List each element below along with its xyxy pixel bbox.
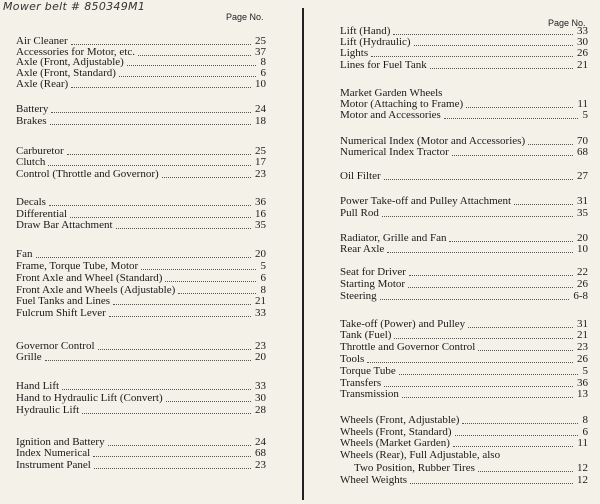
entry-page-number: 27 xyxy=(577,170,588,182)
index-entry xyxy=(16,307,266,320)
entry-page-number: 20 xyxy=(577,232,588,244)
entry-label: Index Numerical xyxy=(16,447,91,459)
leader-dots xyxy=(82,413,251,414)
entry-page-number: 31 xyxy=(577,195,588,207)
entry-label: Transmission xyxy=(340,388,399,400)
leader-dots xyxy=(410,483,573,484)
entry-label: Axle (Front, Standard) xyxy=(16,67,116,79)
entry-page-number: 6 xyxy=(260,272,266,284)
entry-page-number: 36 xyxy=(577,377,588,389)
leader-dots xyxy=(382,216,573,217)
entry-page-number: 24 xyxy=(255,103,266,115)
page-no-header-right: Page No. xyxy=(548,18,586,28)
leader-dots xyxy=(178,293,256,294)
leader-dots xyxy=(162,177,251,178)
entry-page-number: 8 xyxy=(582,414,588,426)
entry-page-number: 21 xyxy=(577,59,588,71)
page-no-header-left: Page No. xyxy=(226,12,264,22)
entry-label: Brakes xyxy=(16,115,47,127)
entry-label: Wheels (Rear), Full Adjustable, also xyxy=(340,449,501,461)
index-entry xyxy=(16,351,266,364)
entry-label: Throttle and Governor Control xyxy=(340,341,476,353)
entry-label: Rear Axle xyxy=(340,243,385,255)
entry-page-number: 25 xyxy=(255,35,266,47)
leader-dots xyxy=(36,257,251,258)
leader-dots xyxy=(514,204,573,205)
leader-dots xyxy=(71,44,251,45)
entry-page-number: 6 xyxy=(260,67,266,79)
leader-dots xyxy=(109,316,251,317)
entry-label: Take-off (Power) and Pulley xyxy=(340,318,466,330)
leader-dots xyxy=(444,118,578,119)
index-entry xyxy=(340,474,588,487)
entry-page-number: 25 xyxy=(255,145,266,157)
leader-dots xyxy=(528,144,573,145)
entry-page-number: 11 xyxy=(577,98,588,110)
entry-page-number: 26 xyxy=(577,47,588,59)
index-entry xyxy=(340,290,588,303)
entry-label: Wheels (Market Garden) xyxy=(340,437,450,449)
entry-label: Oil Filter xyxy=(340,170,381,182)
entry-page-number: 10 xyxy=(255,78,266,90)
index-entry xyxy=(16,115,266,128)
entry-page-number: 17 xyxy=(255,156,266,168)
entry-label: Tank (Fuel) xyxy=(340,329,392,341)
entry-label: Numerical Index Tractor xyxy=(340,146,449,158)
entry-label: Pull Rod xyxy=(340,207,379,219)
entry-label: Grille xyxy=(16,351,42,363)
entry-label: Two Position, Rubber Tires xyxy=(354,462,475,474)
entry-page-number: 68 xyxy=(255,447,266,459)
entry-page-number: 8 xyxy=(260,56,266,68)
entry-label: Transfers xyxy=(340,377,382,389)
entry-page-number: 30 xyxy=(255,392,266,404)
leader-dots xyxy=(468,327,573,328)
index-entry xyxy=(16,78,266,91)
entry-page-number: 70 xyxy=(577,135,588,147)
entry-page-number: 23 xyxy=(255,459,266,471)
entry-label: Decals xyxy=(16,196,46,208)
entry-label: Wheel Weights xyxy=(340,474,408,486)
entry-page-number: 22 xyxy=(577,266,588,278)
index-entry xyxy=(340,207,588,220)
entry-page-number: 20 xyxy=(255,351,266,363)
entry-page-number: 18 xyxy=(255,115,266,127)
leader-dots xyxy=(166,401,251,402)
index-entry xyxy=(340,449,588,462)
entry-label: Market Garden Wheels xyxy=(340,87,443,99)
leader-dots xyxy=(393,34,573,35)
entry-label: Wheels (Front, Adjustable) xyxy=(340,414,460,426)
entry-label: Battery xyxy=(16,103,49,115)
entry-page-number: 12 xyxy=(577,474,588,486)
leader-dots xyxy=(94,468,251,469)
entry-label: Lift (Hand) xyxy=(340,25,391,37)
leader-dots xyxy=(449,241,573,242)
entry-label: Draw Bar Attachment xyxy=(16,219,113,231)
entry-page-number: 6-8 xyxy=(573,290,588,302)
leader-dots xyxy=(409,275,573,276)
index-entry xyxy=(16,168,266,181)
entry-label: Carburetor xyxy=(16,145,64,157)
leader-dots xyxy=(430,68,573,69)
entry-page-number: 33 xyxy=(577,25,588,37)
entry-page-number: 5 xyxy=(582,109,588,121)
entry-label: Accessories for Motor, etc. xyxy=(16,46,135,58)
entry-label: Tools xyxy=(340,353,365,365)
entry-label: Steering xyxy=(340,290,377,302)
entry-label: Hand Lift xyxy=(16,380,60,392)
leader-dots xyxy=(394,338,573,339)
entry-label: Clutch xyxy=(16,156,46,168)
entry-page-number: 24 xyxy=(255,436,266,448)
entry-label: Starting Motor xyxy=(340,278,406,290)
entry-label: Governor Control xyxy=(16,340,95,352)
entry-label: Control (Throttle and Governor) xyxy=(16,168,159,180)
entry-label: Air Cleaner xyxy=(16,35,68,47)
entry-page-number: 33 xyxy=(255,307,266,319)
entry-label: Instrument Panel xyxy=(16,459,91,471)
entry-page-number: 26 xyxy=(577,353,588,365)
index-entry xyxy=(340,146,588,159)
entry-label: Fulcrum Shift Lever xyxy=(16,307,106,319)
leader-dots xyxy=(48,165,251,166)
leader-dots xyxy=(62,389,251,390)
leader-dots xyxy=(384,386,573,387)
entry-label: Axle (Front, Adjustable) xyxy=(16,56,124,68)
leader-dots xyxy=(70,217,251,218)
entry-page-number: 36 xyxy=(255,196,266,208)
leader-dots xyxy=(51,112,251,113)
entry-page-number: 21 xyxy=(577,329,588,341)
leader-dots xyxy=(371,56,573,57)
leader-dots xyxy=(455,435,578,436)
leader-dots xyxy=(453,446,573,447)
leader-dots xyxy=(71,87,251,88)
handwritten-note: Mower belt # 850349M1 xyxy=(3,0,146,13)
entry-label: Front Axle and Wheels (Adjustable) xyxy=(16,284,176,296)
leader-dots xyxy=(45,360,251,361)
leader-dots xyxy=(466,107,573,108)
entry-page-number: 13 xyxy=(577,388,588,400)
entry-page-number: 68 xyxy=(577,146,588,158)
leader-dots xyxy=(50,124,251,125)
entry-page-number: 31 xyxy=(577,318,588,330)
entry-page-number: 30 xyxy=(577,36,588,48)
leader-dots xyxy=(452,155,573,156)
entry-label: Lift (Hydraulic) xyxy=(340,36,411,48)
entry-label: Wheels (Front, Standard) xyxy=(340,426,452,438)
leader-dots xyxy=(387,252,573,253)
entry-label: Numerical Index (Motor and Accessories) xyxy=(340,135,526,147)
entry-page-number: 26 xyxy=(577,278,588,290)
entry-label: Frame, Torque Tube, Motor xyxy=(16,260,139,272)
entry-page-number: 23 xyxy=(577,341,588,353)
leader-dots xyxy=(380,299,569,300)
entry-page-number: 33 xyxy=(255,380,266,392)
entry-page-number: 23 xyxy=(255,340,266,352)
leader-dots xyxy=(399,374,578,375)
entry-label: Front Axle and Wheel (Standard) xyxy=(16,272,163,284)
entry-page-number: 10 xyxy=(577,243,588,255)
index-entry xyxy=(340,59,588,72)
entry-page-number: 11 xyxy=(577,437,588,449)
entry-page-number: 23 xyxy=(255,168,266,180)
entry-page-number: 5 xyxy=(260,260,266,272)
index-entry xyxy=(340,170,588,183)
leader-dots xyxy=(98,349,251,350)
leader-dots xyxy=(165,281,256,282)
leader-dots xyxy=(141,269,256,270)
entry-page-number: 20 xyxy=(255,248,266,260)
entry-label: Differential xyxy=(16,208,68,220)
entry-label: Axle (Rear) xyxy=(16,78,69,90)
leader-dots xyxy=(49,205,251,206)
entry-page-number: 6 xyxy=(582,426,588,438)
leader-dots xyxy=(462,423,578,424)
entry-page-number: 21 xyxy=(255,295,266,307)
entry-label: Lights xyxy=(340,47,369,59)
column-divider xyxy=(302,8,304,500)
entry-page-number: 35 xyxy=(255,219,266,231)
entry-label: Hydraulic Lift xyxy=(16,404,80,416)
index-entry xyxy=(16,404,266,417)
index-entry xyxy=(16,459,266,472)
index-entry xyxy=(340,388,588,401)
entry-page-number: 8 xyxy=(260,284,266,296)
entry-page-number: 35 xyxy=(577,207,588,219)
entry-label: Fan xyxy=(16,248,33,260)
entry-label: Fuel Tanks and Lines xyxy=(16,295,111,307)
entry-label: Power Take-off and Pulley Attachment xyxy=(340,195,512,207)
leader-dots xyxy=(119,76,256,77)
leader-dots xyxy=(478,471,573,472)
entry-page-number: 12 xyxy=(577,462,588,474)
entry-page-number: 37 xyxy=(255,46,266,58)
index-entry xyxy=(340,243,588,256)
leader-dots xyxy=(113,304,251,305)
index-entry xyxy=(16,219,266,232)
entry-page-number: 16 xyxy=(255,208,266,220)
entry-label: Seat for Driver xyxy=(340,266,406,278)
entry-label: Lines for Fuel Tank xyxy=(340,59,427,71)
entry-page-number: 28 xyxy=(255,404,266,416)
leader-dots xyxy=(67,154,251,155)
leader-dots xyxy=(108,445,251,446)
entry-label: Radiator, Grille and Fan xyxy=(340,232,447,244)
index-entry xyxy=(340,109,588,122)
entry-page-number: 5 xyxy=(582,365,588,377)
leader-dots xyxy=(402,397,573,398)
leader-dots xyxy=(408,287,573,288)
leader-dots xyxy=(384,179,573,180)
leader-dots xyxy=(414,45,573,46)
entry-label: Motor (Attaching to Frame) xyxy=(340,98,464,110)
leader-dots xyxy=(93,456,251,457)
entry-label: Motor and Accessories xyxy=(340,109,441,121)
leader-dots xyxy=(367,362,573,363)
leader-dots xyxy=(127,65,256,66)
entry-label: Ignition and Battery xyxy=(16,436,105,448)
leader-dots xyxy=(116,228,251,229)
entry-label: Torque Tube xyxy=(340,365,396,377)
leader-dots xyxy=(478,350,573,351)
entry-label: Hand to Hydraulic Lift (Convert) xyxy=(16,392,163,404)
